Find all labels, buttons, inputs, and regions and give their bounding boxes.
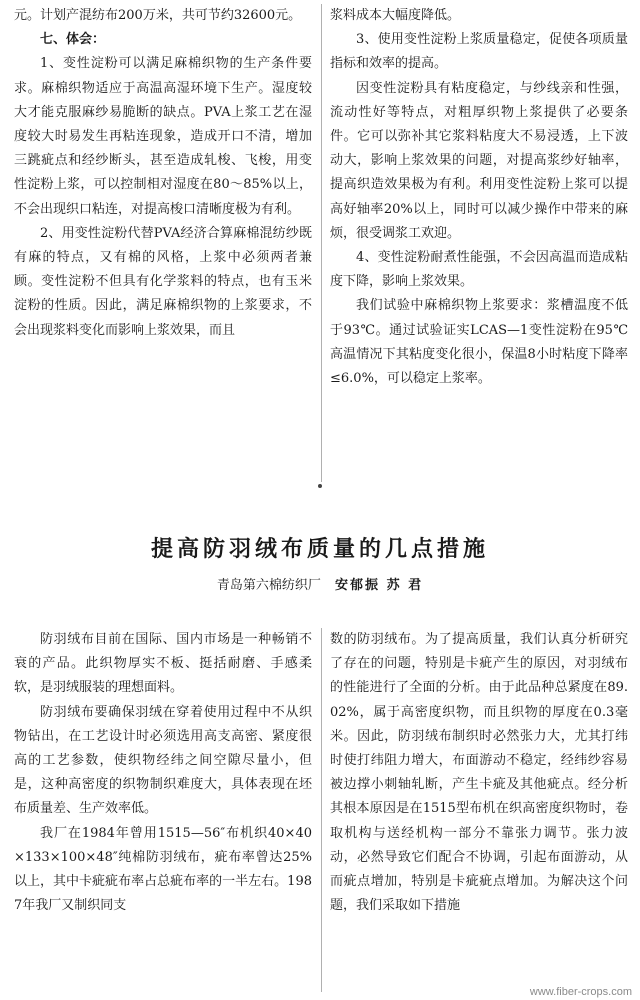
paragraph-3: 我厂在1984年曾用1515—56″布机织40×40×133×100×48″纯棉防羽绒布，疵布率曾达25%以上，其中卡疵疵布率占总疵布率的一半左右。1987年我厂又制织同支 xyxy=(14,825,312,914)
continued-paragraph: 数的防羽绒布。为了提高质量，我们认真分析研究了存在的问题，特别是卡疵产生的原因，对羽绒布的性能进行了全面的分析。由于此品种总紧度在89.02%，属于高密度织物，而且织物的厚度在0.3毫米。因此，防羽绒布制织时必然张力大，尤其打纬时使打纬阻力增大，布面游动不稳定，经纬纱容易被边撑小刺轴轧断，产生卡疵及其他疵点。经分析其根本原因是在1515型布机在织高密度织物时，卷取机构与送经机构一部分不靠张力调节。张力波动，必然导致它们配合不协调，引起布面游动，从而疵点增加，特别是卡疵疵点增加。为解决这个问题，我们采取如下措施 xyxy=(330,632,628,914)
paragraph-1: 1、变性淀粉可以满足麻棉织物的生产条件要求。麻棉织物适应于高温高湿环境下生产。湿度较大才能克服麻纱易脆断的缺点。PVA上浆工艺在湿度较大时易发生再粘连现象，造成开口不清，增加三跳疵点和经纱断头，甚至造成轧梭、飞梭，用变性淀粉上浆，可以控制相对湿度在80～85%以上，不会出现织口粘连，对提高梭口清晰度极为有利。 xyxy=(14,56,312,217)
bottom-left-column xyxy=(14,628,312,918)
paragraph-3: 3、使用变性淀粉上浆质量稳定，促使各项质量指标和效率的提高。 xyxy=(330,32,628,72)
separator-dot xyxy=(318,484,322,488)
top-right-column xyxy=(330,4,628,391)
site-watermark: www.fiber-crops.com xyxy=(529,986,632,998)
column-divider-bottom xyxy=(321,628,322,992)
continued-paragraph: 元。计划产混纺布200万米，共可节约32600元。 xyxy=(14,8,302,23)
author-names: 安郁振 苏 君 xyxy=(335,578,424,593)
continued-paragraph: 浆料成本大幅度降低。 xyxy=(330,8,461,23)
paragraph-5: 4、变性淀粉耐煮性能强，不会因高温而造成粘度下降，影响上浆效果。 xyxy=(330,250,628,290)
paragraph-1: 防羽绒布目前在国际、国内市场是一种畅销不衰的产品。此织物厚实不板、挺括耐磨、手感柔软，是羽绒服装的理想面料。 xyxy=(14,632,312,696)
bottom-right-column xyxy=(330,628,628,918)
column-divider-top xyxy=(321,4,322,482)
article-title: 提高防羽绒布质量的几点措施 xyxy=(150,536,489,562)
paragraph-4: 因变性淀粉具有粘度稳定，与纱线亲和性强，流动性好等特点，对粗厚织物上浆提供了必要条件。它可以弥补其它浆料粘度大不易浸透，上下波动大，影响上浆效果的问题，对提高浆纱好轴率，提高织造效果极为有利。利用变性淀粉上浆可以提高好轴率20%以上，同时可以减少操作中带来的麻烦，很受调浆工欢迎。 xyxy=(330,80,628,241)
article-byline xyxy=(0,574,640,593)
paragraph-6: 我们试验中麻棉织物上浆要求：浆槽温度不低于93℃。通过试验证实LCAS—1变性淀粉在95℃高温情况下其粘度变化很小，保温8小时粘度下降率≤6.0%，可以稳定上浆率。 xyxy=(330,298,628,387)
author-affiliation: 青岛第六棉纺织厂 xyxy=(216,578,321,593)
paragraph-2: 2、用变性淀粉代替PVA经济合算麻棉混纺纱既有麻的特点，又有棉的风格，上浆中必须两者兼顾。变性淀粉不但具有化学浆料的特点，也有玉米淀粉的性质。因此，满足麻棉织物的上浆要求，不会出现浆料变化而影响上浆效果，而且 xyxy=(14,225,312,338)
paragraph-2: 防羽绒布要确保羽绒在穿着使用过程中不从织物钻出，在工艺设计时必须选用高支高密、紧度很高的工艺参数，使织物经纬之间空隙尽量小，但是，这种高密度的织物制织难度大，具体表现在坯布质量差、生产效率低。 xyxy=(14,704,312,817)
section-heading: 七、体会： xyxy=(40,32,106,48)
top-left-column xyxy=(14,4,312,343)
